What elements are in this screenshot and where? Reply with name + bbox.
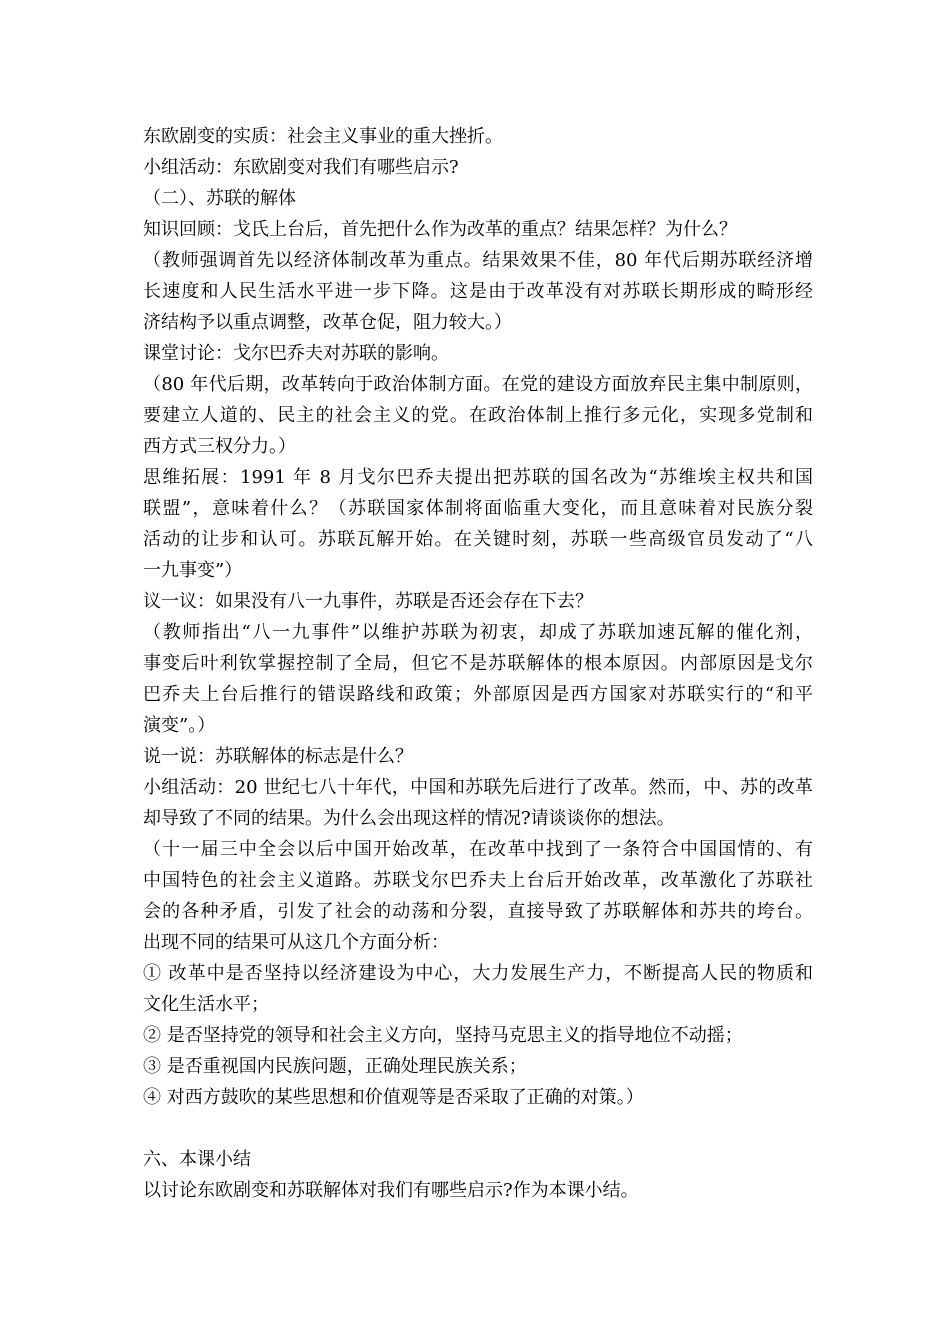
text-line: 小组活动：20 世纪七八十年代，中国和苏联先后进行了改革。然而，中、苏的改革: [143, 777, 813, 798]
text-line: 出现不同的结果可从这几个方面分析：: [143, 932, 449, 953]
document-body: [143, 121, 813, 1206]
text-line: 课堂讨论：戈尔巴乔夫对苏联的影响。: [143, 343, 449, 364]
list-item: ② 是否坚持党的领导和社会主义方向，坚持马克思主义的指导地位不动摇；: [143, 1025, 743, 1046]
text-line: 说一说：苏联解体的标志是什么？: [143, 746, 413, 767]
blank-line: [143, 1113, 813, 1144]
text-line: 知识回顾：戈氏上台后，首先把什么作为改革的重点？结果怎样？为什么？: [143, 219, 737, 240]
text-line: （教师指出“八一九事件”以维护苏联为初衷，却成了苏联加速瓦解的催化剂，: [143, 622, 813, 643]
text-line: 巴乔夫上台后推行的错误路线和政策；外部原因是西方国家对苏联实行的“和平: [143, 684, 813, 705]
text-line: 议一议：如果没有八一九事件，苏联是否还会存在下去？: [143, 591, 593, 612]
text-line: 思维拓展：1991 年 8 月戈尔巴乔夫提出把苏联的国名改为“苏维埃主权共和国: [143, 467, 813, 488]
text-line: （教师强调首先以经济体制改革为重点。结果效果不佳，80 年代后期苏联经济增: [143, 250, 813, 271]
text-line: 一九事变”）: [143, 560, 243, 581]
section-heading: （二）、苏联的解体: [143, 188, 296, 209]
list-item: ① 改革中是否坚持以经济建设为中心，大力发展生产力，不断提高人民的物质和: [143, 963, 813, 984]
text-line: 济结构予以重点调整，改革仓促，阻力较大。）: [143, 312, 512, 333]
text-line: 以讨论东欧剧变和苏联解体对我们有哪些启示?作为本课小结。: [143, 1180, 639, 1201]
text-line: 小组活动：东欧剧变对我们有哪些启示?: [143, 157, 459, 178]
text-line: （80 年代后期，改革转向于政治体制方面。在党的建设方面放弃民主集中制原则，: [143, 374, 813, 395]
text-line: 联盟”，意味着什么？（苏联国家体制将面临重大变化，而且意味着对民族分裂: [143, 498, 813, 519]
text-line: 要建立人道的、民主的社会主义的党。在政治体制上推行多元化，实现多党制和: [143, 405, 813, 426]
text-line: 会的各种矛盾，引发了社会的动荡和分裂，直接导致了苏联解体和苏共的垮台。: [143, 901, 813, 922]
list-item: ④ 对西方鼓吹的某些思想和价值观等是否采取了正确的对策。）: [143, 1087, 644, 1108]
text-line: 演变”。）: [143, 715, 216, 736]
list-item: 文化生活水平；: [143, 994, 269, 1015]
list-item: ③ 是否重视国内民族问题，正确处理民族关系；: [143, 1056, 527, 1077]
text-line: 事变后叶利钦掌握控制了全局，但它不是苏联解体的根本原因。内部原因是戈尔: [143, 653, 813, 674]
section-heading: 六、本课小结: [143, 1149, 251, 1170]
text-line: 却导致了不同的结果。为什么会出现这样的情况?请谈谈你的想法。: [143, 808, 675, 829]
text-line: （十一届三中全会以后中国开始改革，在改革中找到了一条符合中国国情的、有: [143, 839, 813, 860]
text-line: 长速度和人民生活水平进一步下降。这是由于改革没有对苏联长期形成的畸形经: [143, 281, 813, 302]
text-line: 东欧剧变的实质：社会主义事业的重大挫折。: [143, 126, 503, 147]
text-line: 活动的让步和认可。苏联瓦解开始。在关键时刻，苏联一些高级官员发动了“八: [143, 529, 813, 550]
text-line: 中国特色的社会主义道路。苏联戈尔巴乔夫上台后开始改革，改革激化了苏联社: [143, 870, 813, 891]
text-line: 西方式三权分力。）: [143, 436, 296, 457]
